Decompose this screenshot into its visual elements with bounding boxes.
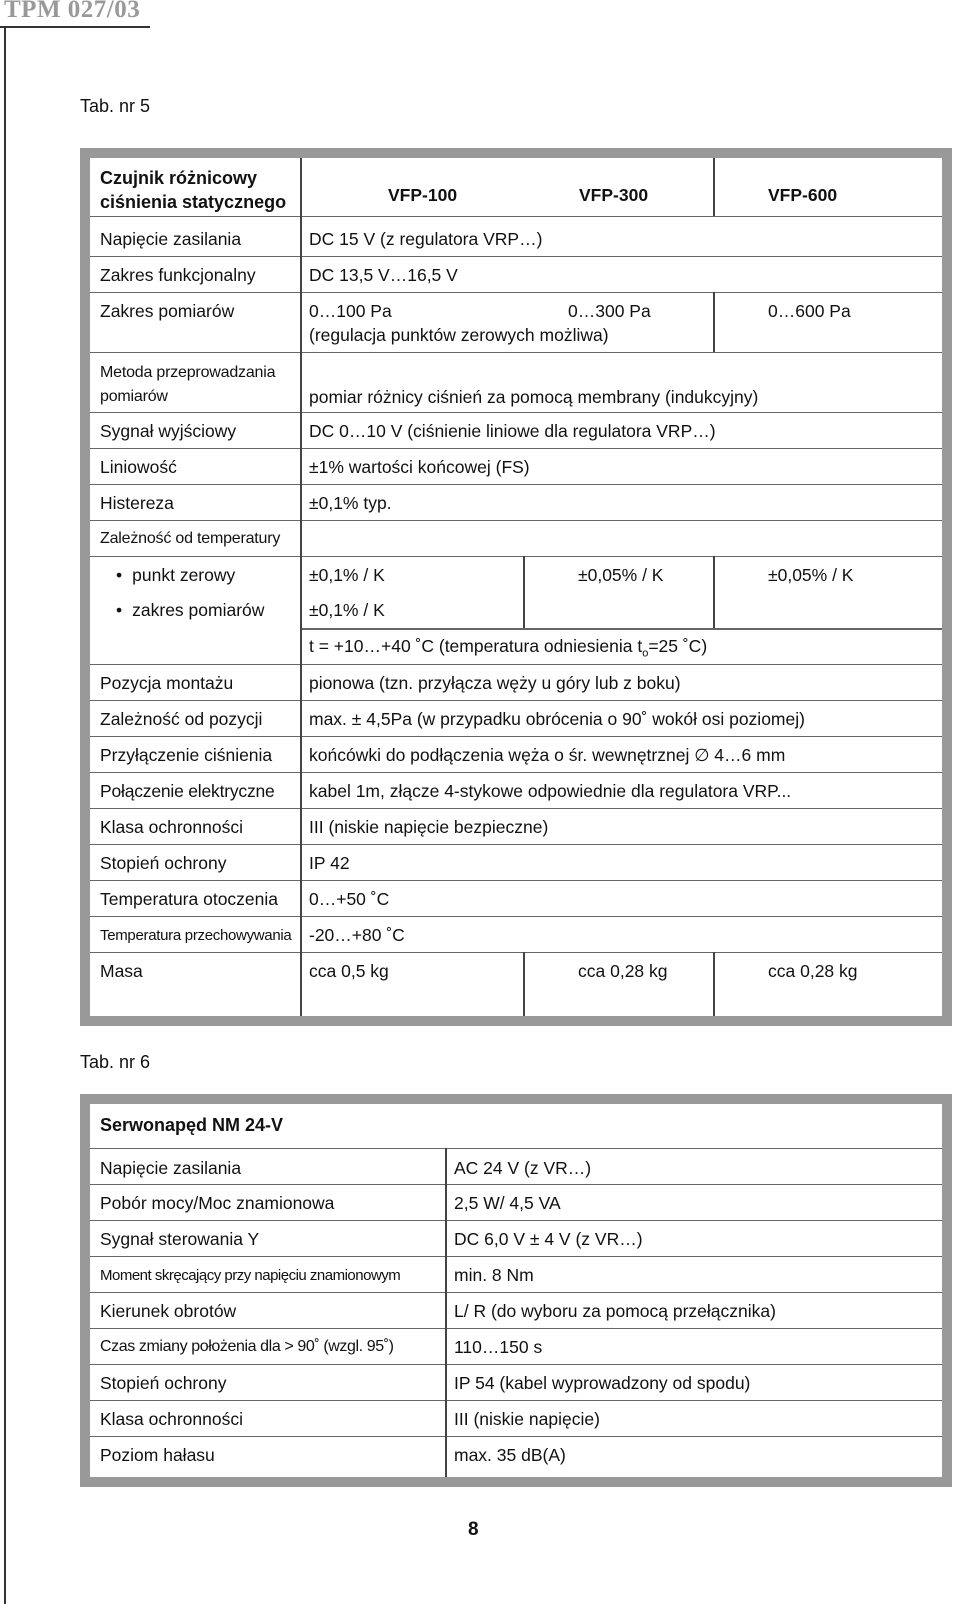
value-mass-vfp300: cca 0,28 kg: [578, 961, 668, 981]
label-ambient-temp: Temperatura otoczenia: [100, 889, 279, 909]
value-electrical: kabel 1m, złącze 4-stykowe odpowiednie dla regulatora VRP...: [309, 781, 792, 801]
row-zero-point: [90, 556, 942, 593]
table5-col-divider-main: [300, 158, 302, 1016]
value-output: DC 0…10 V (ciśnienie liniowe dla regulatora VRP…): [309, 421, 716, 441]
table5-col-divider-temp-a: [523, 556, 525, 628]
table6-row-value: AC 24 V (z VR…): [454, 1158, 592, 1178]
table5-col-divider-header: [713, 158, 715, 216]
table5-frame: [80, 148, 952, 1026]
table6-row-label: Moment skręcający przy napięciu znamionowym: [100, 1267, 401, 1284]
row-measure-range: [90, 292, 942, 353]
label-mass: Masa: [100, 961, 143, 981]
row-storage-temp: [90, 916, 942, 953]
col-header-vfp100: VFP-100: [388, 185, 458, 205]
value-ambient-temp: 0…+50 ˚C: [309, 889, 390, 909]
value-mass-vfp600: cca 0,28 kg: [768, 961, 858, 981]
label-output: Sygnał wyjściowy: [100, 421, 237, 441]
value-storage-temp: -20…+80 ˚C: [309, 925, 405, 945]
table6-row: [90, 1256, 942, 1293]
row-temp-dependence: [90, 520, 942, 557]
label-electrical: Połączenie elektryczne: [100, 781, 275, 801]
table6-row: [90, 1436, 942, 1478]
value-temp-note-post: =25 ˚C): [648, 636, 708, 656]
table6-row: [90, 1148, 942, 1185]
table5-col-divider-temp-b: [713, 556, 715, 628]
row-electrical: [90, 772, 942, 809]
label-position-dependence: Zależność od pozycji: [100, 709, 263, 729]
table6-row: [90, 1184, 942, 1221]
table6-row-value: L/ R (do wyboru za pomocą przełącznika): [454, 1301, 776, 1321]
table6-row-label: Poziom hałasu: [100, 1445, 215, 1465]
page-header: [0, 0, 150, 28]
label-linearity: Liniowość: [100, 457, 177, 477]
table6-row: [90, 1328, 942, 1365]
value-zero-point-vfp300: ±0,05% / K: [578, 565, 664, 585]
left-margin-line: [4, 28, 6, 1604]
value-protection-class: III (niskie napięcie bezpieczne): [309, 817, 549, 837]
row-ip: [90, 844, 942, 881]
table6-col-divider: [445, 1148, 447, 1477]
table5-title: [100, 166, 286, 214]
value-zero-point-vfp100: ±0,1% / K: [309, 565, 385, 585]
table5-col-divider-mass-b: [713, 952, 715, 1016]
value-pressure-connection: końcówki do podłączenia węża o śr. wewnętrznej ∅ 4…6 mm: [309, 745, 786, 765]
table5: [90, 158, 942, 1016]
row-protection-class: [90, 808, 942, 845]
value-hysteresis: ±0,1% typ.: [309, 493, 392, 513]
table6-row-value: 2,5 W/ 4,5 VA: [454, 1193, 561, 1213]
value-supply: DC 15 V (z regulatora VRP…): [309, 229, 543, 249]
value-mounting: pionowa (tzn. przyłącza węży u góry lub z boku): [309, 673, 681, 693]
label-method-line2: pomiarów: [100, 388, 168, 405]
table5-title-line1: Czujnik różnicowy: [100, 168, 258, 188]
table5-title-line2: ciśnienia statycznego: [100, 192, 287, 212]
table6-row-label: Klasa ochronności: [100, 1409, 243, 1429]
table6-row-label: Sygnał sterowania Y: [100, 1229, 260, 1249]
label-storage-temp: Temperatura przechowywania: [100, 927, 292, 944]
table6-title: Serwonapęd NM 24-V: [100, 1115, 284, 1135]
label-method-line1: Metoda przeprowadzania: [100, 364, 276, 381]
table6-header-row: [90, 1104, 942, 1148]
table6-row-value: 110…150 s: [454, 1337, 543, 1357]
value-range-point-vfp100: ±0,1% / K: [309, 600, 385, 620]
value-mass-vfp100: cca 0,5 kg: [309, 961, 389, 981]
row-hysteresis: [90, 484, 942, 521]
row-functional-range: [90, 256, 942, 293]
table6: [90, 1104, 942, 1477]
row-mounting: [90, 664, 942, 701]
row-output: [90, 412, 942, 449]
label-protection-class: Klasa ochronności: [100, 817, 243, 837]
table6-row: [90, 1292, 942, 1329]
table5-col-divider-mass-a: [523, 952, 525, 1016]
table5-caption: Tab. nr 5: [80, 96, 151, 116]
label-zero-point: [116, 565, 235, 586]
value-position-dependence: max. ± 4,5Pa (w przypadku obrócenia o 90˚ wokół osi poziomej): [309, 709, 805, 729]
page-number: 8: [468, 1519, 479, 1540]
table6-row-value: max. 35 dB(A): [454, 1445, 566, 1465]
table6-row-value: min. 8 Nm: [454, 1265, 534, 1285]
value-ip: IP 42: [309, 853, 350, 873]
table6-row-label: Pobór mocy/Moc znamionowa: [100, 1193, 335, 1213]
col-header-vfp600: VFP-600: [768, 185, 838, 205]
table5-col-divider-range: [713, 292, 715, 352]
value-temp-note: [309, 636, 707, 660]
label-mounting: Pozycja montażu: [100, 673, 234, 693]
label-range-point-text: zakres pomiarów: [132, 600, 265, 620]
col-header-vfp300: VFP-300: [579, 185, 649, 205]
label-pressure-connection: Przyłączenie ciśnienia: [100, 745, 273, 765]
value-method: pomiar różnicy ciśnień za pomocą membrany (indukcyjny): [309, 387, 759, 407]
value-measure-range-vfp100: 0…100 Pa: [309, 301, 392, 321]
table5-header-row: [90, 158, 942, 216]
label-method: [100, 361, 275, 409]
value-zero-point-vfp600: ±0,05% / K: [768, 565, 854, 585]
value-measure-range-note: (regulacja punktów zerowych możliwa): [309, 325, 609, 345]
value-functional-range: DC 13,5 V…16,5 V: [309, 265, 458, 285]
doc-code: TPM 027/03: [4, 0, 141, 23]
row-linearity: [90, 448, 942, 485]
table6-row-value: III (niskie napięcie): [454, 1409, 600, 1429]
row-position-dependence: [90, 700, 942, 737]
temp-note-top-line: [302, 628, 942, 630]
label-range-point: [116, 600, 264, 621]
label-functional-range: Zakres funkcjonalny: [100, 265, 256, 285]
label-zero-point-text: punkt zerowy: [132, 565, 236, 585]
table6-row-value: DC 6,0 V ± 4 V (z VR…): [454, 1229, 643, 1249]
table6-row: [90, 1220, 942, 1257]
table6-row: [90, 1400, 942, 1437]
row-mass: [90, 952, 942, 1016]
row-method: [90, 352, 942, 413]
table6-row-label: Stopień ochrony: [100, 1373, 227, 1393]
table6-caption: Tab. nr 6: [80, 1052, 151, 1072]
table6-row-label: Napięcie zasilania: [100, 1158, 242, 1178]
label-measure-range: Zakres pomiarów: [100, 301, 235, 321]
row-temp-note: [90, 628, 942, 664]
table6-row: [90, 1364, 942, 1401]
table6-row-label: Czas zmiany położenia dla > 90˚ (wzgl. 95˚): [100, 1338, 394, 1355]
value-measure-range-vfp300: 0…300 Pa: [568, 301, 651, 321]
value-temp-note-subscript: o: [642, 647, 649, 660]
row-ambient-temp: [90, 880, 942, 917]
value-temp-note-pre: t = +10…+40 ˚C (temperatura odniesienia t: [309, 636, 643, 656]
table6-frame: [80, 1094, 952, 1487]
label-temp-dependence: Zależność od temperatury: [100, 530, 281, 547]
row-range-point: [90, 592, 942, 628]
label-supply: Napięcie zasilania: [100, 229, 242, 249]
row-supply: [90, 216, 942, 257]
table6-row-value: IP 54 (kabel wyprowadzony od spodu): [454, 1373, 751, 1393]
value-measure-range-vfp600: 0…600 Pa: [768, 301, 851, 321]
table6-row-label: Kierunek obrotów: [100, 1301, 237, 1321]
label-hysteresis: Histereza: [100, 493, 174, 513]
row-pressure-connection: [90, 736, 942, 773]
label-ip: Stopień ochrony: [100, 853, 227, 873]
value-linearity: ±1% wartości końcowej (FS): [309, 457, 530, 477]
